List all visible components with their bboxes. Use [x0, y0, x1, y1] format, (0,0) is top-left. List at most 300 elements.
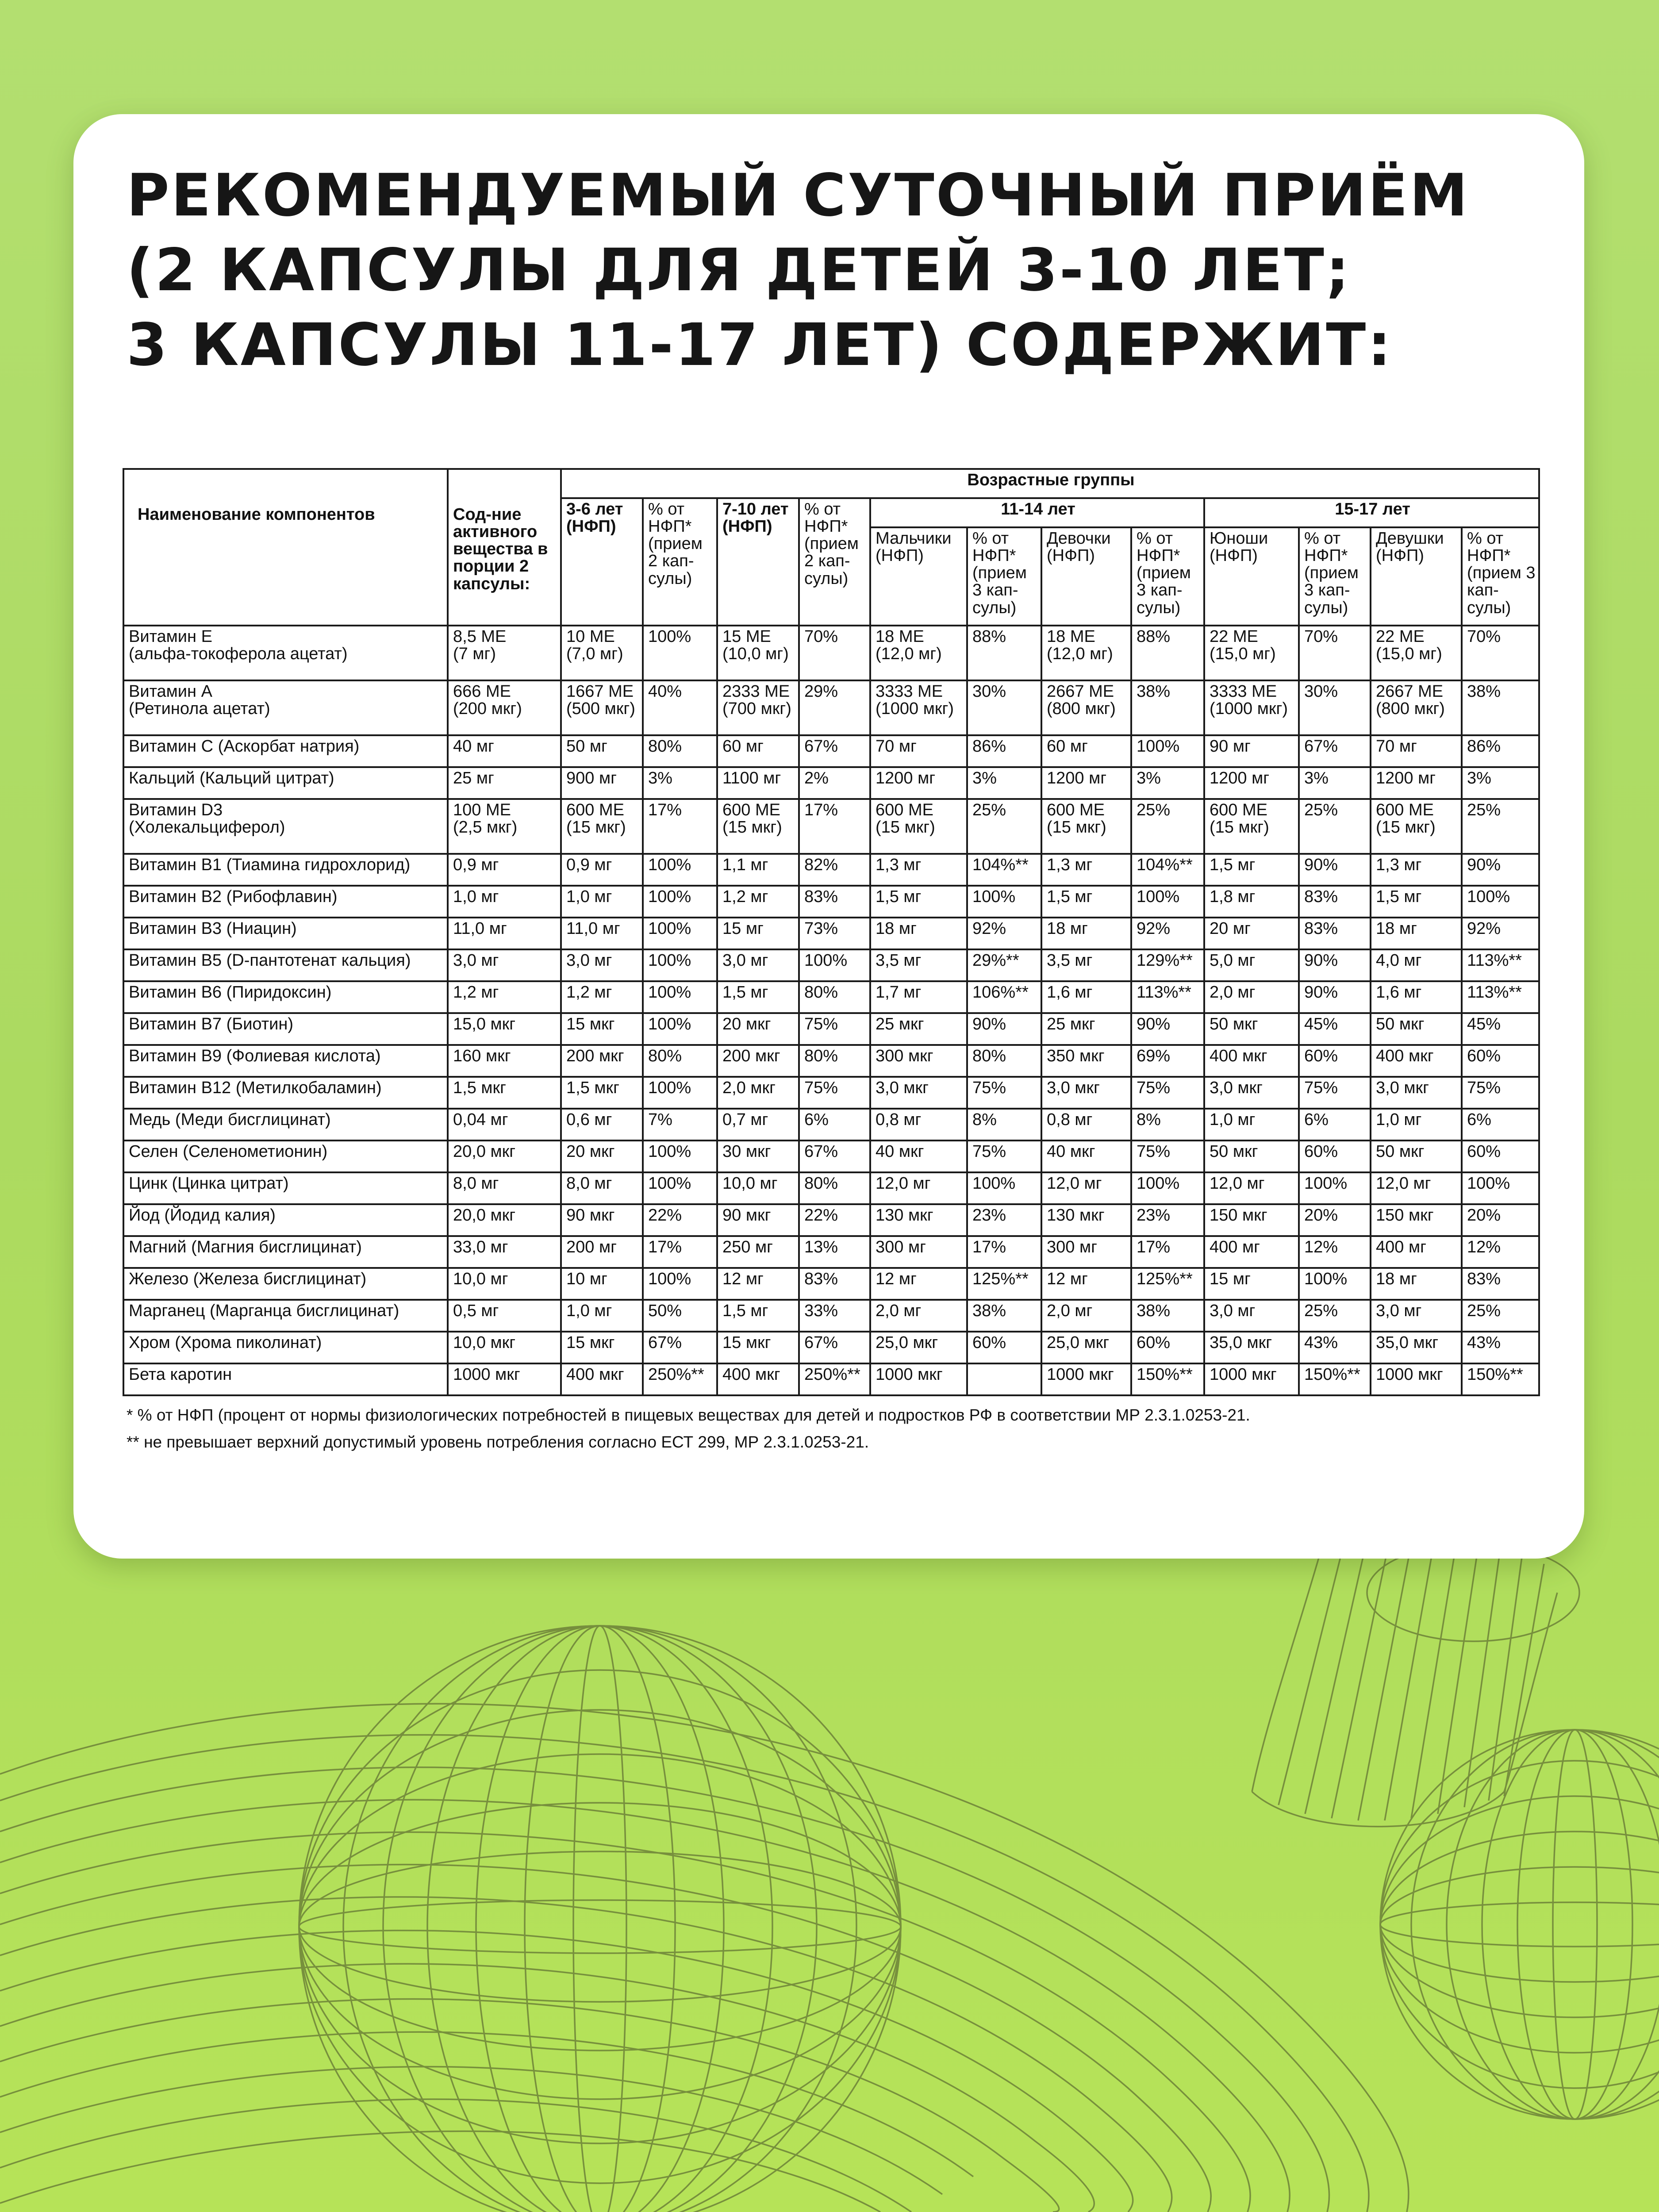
cell-value: 113%** — [1467, 983, 1522, 1002]
cell-value: 25% — [1467, 1302, 1501, 1320]
cell-value: 45% — [1467, 1015, 1501, 1033]
cell-value: (15 мкг) — [876, 818, 935, 837]
cell-value: 82% — [804, 856, 838, 874]
nfp-value-cell — [1371, 854, 1462, 886]
component-name: Витамин В9 (Фолиевая кислота) — [129, 1047, 381, 1065]
cell-value: 1667 МЕ — [566, 682, 634, 701]
cell-value: 92% — [1467, 919, 1501, 938]
cell-value: 250%** — [648, 1365, 704, 1384]
cell-value: 15 мг — [722, 919, 764, 938]
cell-value: 3333 МЕ — [876, 682, 943, 701]
cell-value: 86% — [1467, 737, 1501, 756]
cell-value: 10,0 мг — [722, 1174, 778, 1193]
nfp-value-cell — [870, 767, 967, 799]
nfp-value-cell — [1371, 1141, 1462, 1172]
nfp-value-cell — [1204, 767, 1299, 799]
cell-value: 3,0 мг — [1210, 1302, 1256, 1320]
cell-value: 25,0 мкг — [1047, 1333, 1110, 1352]
cell-value: 1,5 мкг — [566, 1079, 619, 1097]
nfp-percent-cell — [643, 1045, 717, 1077]
cell-value: 67% — [804, 737, 838, 756]
cell-value: 1,5 мг — [722, 1302, 768, 1320]
cell-value: 75% — [1137, 1142, 1171, 1161]
cell-value: 30 мкг — [722, 1142, 771, 1161]
nfp-value-cell — [561, 767, 643, 799]
cell-value: 30% — [972, 682, 1006, 701]
cell-value: 69% — [1137, 1047, 1171, 1065]
cell-value: (1000 мкг) — [876, 699, 954, 718]
component-name: Витамин В2 (Рибофлавин) — [129, 887, 338, 906]
cell-value: 1,2 мг — [722, 887, 768, 906]
nfp-percent-cell — [643, 918, 717, 949]
content-cell — [448, 886, 561, 918]
nfp-percent-cell — [643, 799, 717, 854]
nfp-value-cell — [717, 1045, 799, 1077]
cell-value: 150%** — [1467, 1365, 1523, 1384]
nfp-percent-cell — [967, 799, 1041, 854]
title-line-3: 3 КАПСУЛЫ 11-17 ЛЕТ) СОДЕРЖИТ: — [127, 311, 1393, 379]
cell-value: (15 мкг) — [1047, 818, 1106, 837]
nutrient-rows — [123, 626, 1539, 1395]
cell-value: 104%** — [1137, 856, 1193, 874]
cell-value: 1200 мг — [1047, 769, 1107, 787]
cell-value: 3% — [972, 769, 997, 787]
nfp-value-cell — [1041, 1332, 1131, 1363]
nfp-value-cell — [1041, 1045, 1131, 1077]
cell-value: 1000 мкг — [453, 1365, 520, 1384]
cell-value: 12,0 мг — [1376, 1174, 1431, 1193]
cell-value: 20% — [1467, 1206, 1501, 1225]
cell-value: 25 мг — [453, 769, 494, 787]
cell-value: 2667 МЕ — [1047, 682, 1114, 701]
component-name-cell — [123, 1013, 448, 1045]
cell-value: 3,0 мг — [566, 951, 612, 970]
cell-value: 150 мкг — [1210, 1206, 1267, 1225]
nfp-percent-cell — [967, 1141, 1041, 1172]
cell-value: 12 мг — [876, 1270, 917, 1288]
cell-value: 100% — [648, 856, 691, 874]
cell-value: 100% — [648, 1270, 691, 1288]
cell-value: 100 МЕ — [453, 801, 511, 819]
nfp-percent-cell — [1299, 1109, 1371, 1141]
nfp-percent-cell — [1462, 1332, 1539, 1363]
nfp-percent-cell — [1299, 1141, 1371, 1172]
nfp-percent-cell — [967, 626, 1041, 680]
cell-value: 130 мкг — [876, 1206, 933, 1225]
nfp-percent-cell — [1299, 1204, 1371, 1236]
header-pct-2-caps: % от НФП* (прием 2 кап-сулы) — [643, 498, 717, 626]
nfp-value-cell — [870, 981, 967, 1013]
cell-value: 1,0 мг — [566, 1302, 612, 1320]
component-name-cell — [123, 767, 448, 799]
nfp-percent-cell — [1131, 1077, 1204, 1109]
cell-value: 1200 мг — [1210, 769, 1270, 787]
nfp-value-cell — [1204, 1109, 1299, 1141]
header-component-name: Наименование компонентов — [123, 469, 448, 626]
table-row — [123, 1077, 1539, 1109]
table-row — [123, 1363, 1539, 1395]
cell-value: 3333 МЕ — [1210, 682, 1277, 701]
cell-value: 1,6 мг — [1376, 983, 1422, 1002]
cell-value: 25,0 мкг — [876, 1333, 938, 1352]
cell-value: 80% — [804, 1047, 838, 1065]
cell-value: 3,0 мг — [1376, 1302, 1422, 1320]
cell-value: 40 мкг — [1047, 1142, 1095, 1161]
cell-value: 86% — [972, 737, 1006, 756]
cell-value: 90% — [972, 1015, 1006, 1033]
cell-value: 15 мг — [1210, 1270, 1251, 1288]
cell-value: 113%** — [1467, 951, 1522, 970]
nfp-value-cell — [717, 1141, 799, 1172]
table-row — [123, 1172, 1539, 1204]
content-cell — [448, 1300, 561, 1332]
nfp-value-cell — [1041, 981, 1131, 1013]
cell-value: 90 мг — [1210, 737, 1251, 756]
nfp-value-cell — [561, 799, 643, 854]
footnote-upper-limit: ** не превышает верхний допустимый уровень потребления согласно ЕСТ 299, МР 2.3.1.0253-21. — [127, 1433, 869, 1452]
cell-value: 90% — [1304, 951, 1338, 970]
nfp-value-cell — [561, 1268, 643, 1300]
content-cell — [448, 680, 561, 735]
nfp-percent-cell — [1299, 1045, 1371, 1077]
cell-value: 100% — [1137, 1174, 1180, 1193]
cell-value: 300 мг — [1047, 1238, 1097, 1256]
cell-value: 75% — [804, 1015, 838, 1033]
nfp-percent-cell — [799, 1300, 870, 1332]
component-name-cell — [123, 854, 448, 886]
nfp-percent-cell — [967, 1204, 1041, 1236]
component-name-cell — [123, 918, 448, 949]
nfp-percent-cell — [799, 1077, 870, 1109]
nfp-value-cell — [1041, 626, 1131, 680]
nfp-value-cell — [1041, 735, 1131, 767]
cell-value: 100% — [972, 887, 1016, 906]
cell-value: 18 мг — [876, 919, 917, 938]
cell-value: 60% — [1304, 1142, 1338, 1161]
cell-value: 25% — [1467, 801, 1501, 819]
table-row — [123, 1109, 1539, 1141]
nfp-value-cell — [561, 1300, 643, 1332]
cell-value: (500 мкг) — [566, 699, 635, 718]
nfp-percent-cell — [1131, 626, 1204, 680]
component-name: Витамин А — [129, 682, 212, 701]
nfp-percent-cell — [1131, 918, 1204, 949]
nfp-value-cell — [717, 1013, 799, 1045]
cell-value: 200 мкг — [722, 1047, 780, 1065]
cell-value: 60% — [972, 1333, 1006, 1352]
nfp-percent-cell — [1299, 1268, 1371, 1300]
cell-value: 23% — [1137, 1206, 1171, 1225]
cell-value: 1,0 мг — [1210, 1110, 1256, 1129]
nfp-percent-cell — [967, 886, 1041, 918]
cell-value: 40 мг — [453, 737, 494, 756]
cell-value: 80% — [648, 1047, 682, 1065]
nfp-value-cell — [1204, 918, 1299, 949]
nfp-value-cell — [1041, 1077, 1131, 1109]
content-cell — [448, 1332, 561, 1363]
nfp-percent-cell — [1131, 1300, 1204, 1332]
cell-value: 2667 МЕ — [1376, 682, 1444, 701]
nfp-value-cell — [1371, 1045, 1462, 1077]
cell-value: 3% — [1304, 769, 1329, 787]
nfp-value-cell — [1204, 626, 1299, 680]
cell-value: 1,0 мг — [1376, 1110, 1422, 1129]
content-cell — [448, 949, 561, 981]
cell-value: 1,5 мг — [876, 887, 922, 906]
nfp-value-cell — [717, 767, 799, 799]
cell-value: 2,0 мг — [876, 1302, 922, 1320]
cell-value: 43% — [1304, 1333, 1338, 1352]
cell-value: 35,0 мкг — [1376, 1333, 1439, 1352]
nfp-value-cell — [870, 1141, 967, 1172]
cell-value: 12 мг — [722, 1270, 764, 1288]
cell-value: 1,0 мг — [566, 887, 612, 906]
nfp-percent-cell — [1299, 1363, 1371, 1395]
cell-value: 75% — [972, 1079, 1006, 1097]
nfp-value-cell — [1204, 1141, 1299, 1172]
cell-value: 90% — [1304, 983, 1338, 1002]
nfp-value-cell — [1204, 1268, 1299, 1300]
cell-value: 38% — [1137, 1302, 1171, 1320]
cell-value: 38% — [1467, 682, 1501, 701]
nfp-percent-cell — [799, 854, 870, 886]
cell-value: 8,5 МЕ — [453, 627, 507, 646]
page-title — [127, 158, 1542, 383]
nfp-percent-cell — [643, 1077, 717, 1109]
cell-value: 150%** — [1137, 1365, 1193, 1384]
cell-value: (1000 мкг) — [1210, 699, 1288, 718]
nfp-percent-cell — [643, 981, 717, 1013]
nfp-percent-cell — [1462, 735, 1539, 767]
cell-value: 100% — [1467, 887, 1510, 906]
nfp-value-cell — [1371, 799, 1462, 854]
nfp-value-cell — [870, 1045, 967, 1077]
cell-value: 100% — [648, 983, 691, 1002]
cell-value: (700 мкг) — [722, 699, 791, 718]
table-row — [123, 1300, 1539, 1332]
cell-value: 17% — [972, 1238, 1006, 1256]
cell-value: 25% — [1304, 1302, 1338, 1320]
cell-value: (12,0 мг) — [876, 645, 942, 664]
nfp-percent-cell — [967, 949, 1041, 981]
cell-value: 600 МЕ — [1047, 801, 1105, 819]
header-youths: Юноши (НФП) — [1204, 527, 1299, 626]
cell-value: 17% — [648, 1238, 682, 1256]
sphere-right — [1380, 1730, 1659, 2119]
nfp-value-cell — [1041, 680, 1131, 735]
nfp-value-cell — [561, 1363, 643, 1395]
header-pct-3-caps: % от НФП* (прием 3 кап-сулы) — [1299, 527, 1371, 626]
component-name-cell — [123, 886, 448, 918]
nfp-value-cell — [1371, 735, 1462, 767]
cell-value: 75% — [1467, 1079, 1501, 1097]
cell-value: 60% — [1304, 1047, 1338, 1065]
component-name-cell — [123, 949, 448, 981]
cell-value: (15 мкг) — [722, 818, 782, 837]
cell-value: 12,0 мг — [1210, 1174, 1265, 1193]
nfp-value-cell — [561, 886, 643, 918]
nfp-value-cell — [870, 1268, 967, 1300]
nfp-percent-cell — [1131, 680, 1204, 735]
cell-value: 29%** — [972, 951, 1019, 970]
nfp-percent-cell — [799, 767, 870, 799]
cell-value: 50% — [648, 1302, 682, 1320]
nfp-percent-cell — [1462, 949, 1539, 981]
component-name: (Ретинола ацетат) — [129, 699, 270, 718]
nfp-percent-cell — [1299, 981, 1371, 1013]
content-cell — [448, 1236, 561, 1268]
nfp-value-cell — [870, 1332, 967, 1363]
header-pct-3-caps: % от НФП* (прием 3 кап-сулы) — [1131, 527, 1204, 626]
cell-value: 200 мкг — [566, 1047, 624, 1065]
cell-value: 1100 мг — [722, 769, 781, 787]
title-line-1: РЕКОМЕНДУЕМЫЙ СУТОЧНЫЙ ПРИЁМ — [127, 161, 1470, 230]
cell-value: 10,0 мкг — [453, 1333, 516, 1352]
cell-value: 1,5 мг — [722, 983, 768, 1002]
cell-value: 22% — [648, 1206, 682, 1225]
nfp-percent-cell — [643, 854, 717, 886]
table-row — [123, 949, 1539, 981]
cell-value: 75% — [1137, 1079, 1171, 1097]
nfp-value-cell — [717, 1300, 799, 1332]
cell-value: 3,0 мкг — [1047, 1079, 1100, 1097]
cell-value: 0,8 мг — [876, 1110, 922, 1129]
cell-value: 125%** — [1137, 1270, 1193, 1288]
cell-value: 3% — [1137, 769, 1161, 787]
component-name-cell — [123, 1300, 448, 1332]
nfp-value-cell — [1371, 981, 1462, 1013]
nfp-value-cell — [1204, 680, 1299, 735]
cylinder-tube — [1252, 1540, 1579, 1827]
component-name: Витамин Е — [129, 627, 212, 646]
content-cell — [448, 1363, 561, 1395]
nfp-percent-cell — [967, 1013, 1041, 1045]
cell-value: 67% — [1304, 737, 1338, 756]
cell-value: 1,3 мг — [1047, 856, 1093, 874]
component-name: Цинк (Цинка цитрат) — [129, 1174, 289, 1193]
cell-value: 30% — [1304, 682, 1338, 701]
content-cell — [448, 918, 561, 949]
cell-value: 75% — [1304, 1079, 1338, 1097]
nfp-percent-cell — [1462, 680, 1539, 735]
table-row — [123, 626, 1539, 680]
cell-value: 106%** — [972, 983, 1029, 1002]
cell-value: 600 МЕ — [722, 801, 780, 819]
nfp-value-cell — [870, 680, 967, 735]
nfp-value-cell — [1371, 1013, 1462, 1045]
table-row — [123, 1013, 1539, 1045]
nfp-percent-cell — [1299, 918, 1371, 949]
cell-value: 20% — [1304, 1206, 1338, 1225]
cell-value: 100% — [648, 919, 691, 938]
cell-value: 4,0 мг — [1376, 951, 1422, 970]
cell-value: 5,0 мг — [1210, 951, 1256, 970]
cell-value: 1,2 мг — [453, 983, 499, 1002]
nfp-percent-cell — [967, 854, 1041, 886]
nfp-percent-cell — [1462, 799, 1539, 854]
cell-value: 250%** — [804, 1365, 860, 1384]
cell-value: 666 МЕ — [453, 682, 511, 701]
nfp-value-cell — [717, 949, 799, 981]
table-row — [123, 918, 1539, 949]
component-name: Марганец (Марганца бисглицинат) — [129, 1302, 399, 1320]
nfp-percent-cell — [799, 735, 870, 767]
nfp-value-cell — [1041, 854, 1131, 886]
nfp-value-cell — [1204, 949, 1299, 981]
nfp-percent-cell — [1462, 854, 1539, 886]
nfp-percent-cell — [799, 1332, 870, 1363]
cell-value: (15,0 мг) — [1376, 645, 1442, 664]
cell-value: 75% — [804, 1079, 838, 1097]
nfp-value-cell — [870, 1013, 967, 1045]
nfp-percent-cell — [1131, 949, 1204, 981]
cell-value: 400 мкг — [722, 1365, 780, 1384]
nfp-value-cell — [717, 1332, 799, 1363]
cell-value: 80% — [804, 983, 838, 1002]
nfp-value-cell — [1204, 1172, 1299, 1204]
nfp-value-cell — [1371, 1332, 1462, 1363]
cell-value: 83% — [804, 1270, 838, 1288]
nfp-percent-cell — [1131, 1268, 1204, 1300]
component-name: Железо (Железа бисглицинат) — [129, 1270, 367, 1288]
cell-value: 400 мкг — [566, 1365, 624, 1384]
content-cell — [448, 799, 561, 854]
nfp-percent-cell — [1299, 854, 1371, 886]
header-boys: Мальчики (НФП) — [870, 527, 967, 626]
cell-value: 67% — [804, 1333, 838, 1352]
cell-value: (2,5 мкг) — [453, 818, 518, 837]
cell-value: 29% — [804, 682, 838, 701]
nfp-percent-cell — [799, 1172, 870, 1204]
nfp-percent-cell — [643, 1363, 717, 1395]
nfp-value-cell — [1371, 1109, 1462, 1141]
nfp-value-cell — [1041, 1013, 1131, 1045]
nfp-value-cell — [717, 1204, 799, 1236]
cell-value: 11,0 мг — [453, 919, 507, 938]
header-pct-3-caps: % от НФП* (прием 3 кап-сулы) — [967, 527, 1041, 626]
nfp-percent-cell — [1131, 1204, 1204, 1236]
content-cell — [448, 1077, 561, 1109]
cell-value: 150 мкг — [1376, 1206, 1434, 1225]
nfp-value-cell — [1371, 1300, 1462, 1332]
nfp-value-cell — [870, 1300, 967, 1332]
component-name: Витамин D3 — [129, 801, 223, 819]
cell-value: 250 мг — [722, 1238, 773, 1256]
cell-value: 7% — [648, 1110, 672, 1129]
cell-value: 1000 мкг — [1376, 1365, 1443, 1384]
nfp-percent-cell — [799, 949, 870, 981]
cell-value: 100% — [648, 1174, 691, 1193]
cell-value: 18 мг — [1376, 1270, 1417, 1288]
component-name-cell — [123, 1363, 448, 1395]
nfp-value-cell — [717, 1172, 799, 1204]
nfp-percent-cell — [1462, 1300, 1539, 1332]
nfp-value-cell — [1204, 1363, 1299, 1395]
nfp-percent-cell — [643, 1141, 717, 1172]
nfp-percent-cell — [967, 918, 1041, 949]
nfp-percent-cell — [1462, 1172, 1539, 1204]
nfp-percent-cell — [1131, 1172, 1204, 1204]
table-row — [123, 680, 1539, 735]
nfp-value-cell — [717, 854, 799, 886]
cell-value: 8,0 мг — [566, 1174, 612, 1193]
nfp-value-cell — [1371, 1236, 1462, 1268]
content-cell — [448, 981, 561, 1013]
nfp-percent-cell — [643, 680, 717, 735]
nfp-value-cell — [561, 854, 643, 886]
cell-value: 33% — [804, 1302, 838, 1320]
nfp-value-cell — [1041, 799, 1131, 854]
